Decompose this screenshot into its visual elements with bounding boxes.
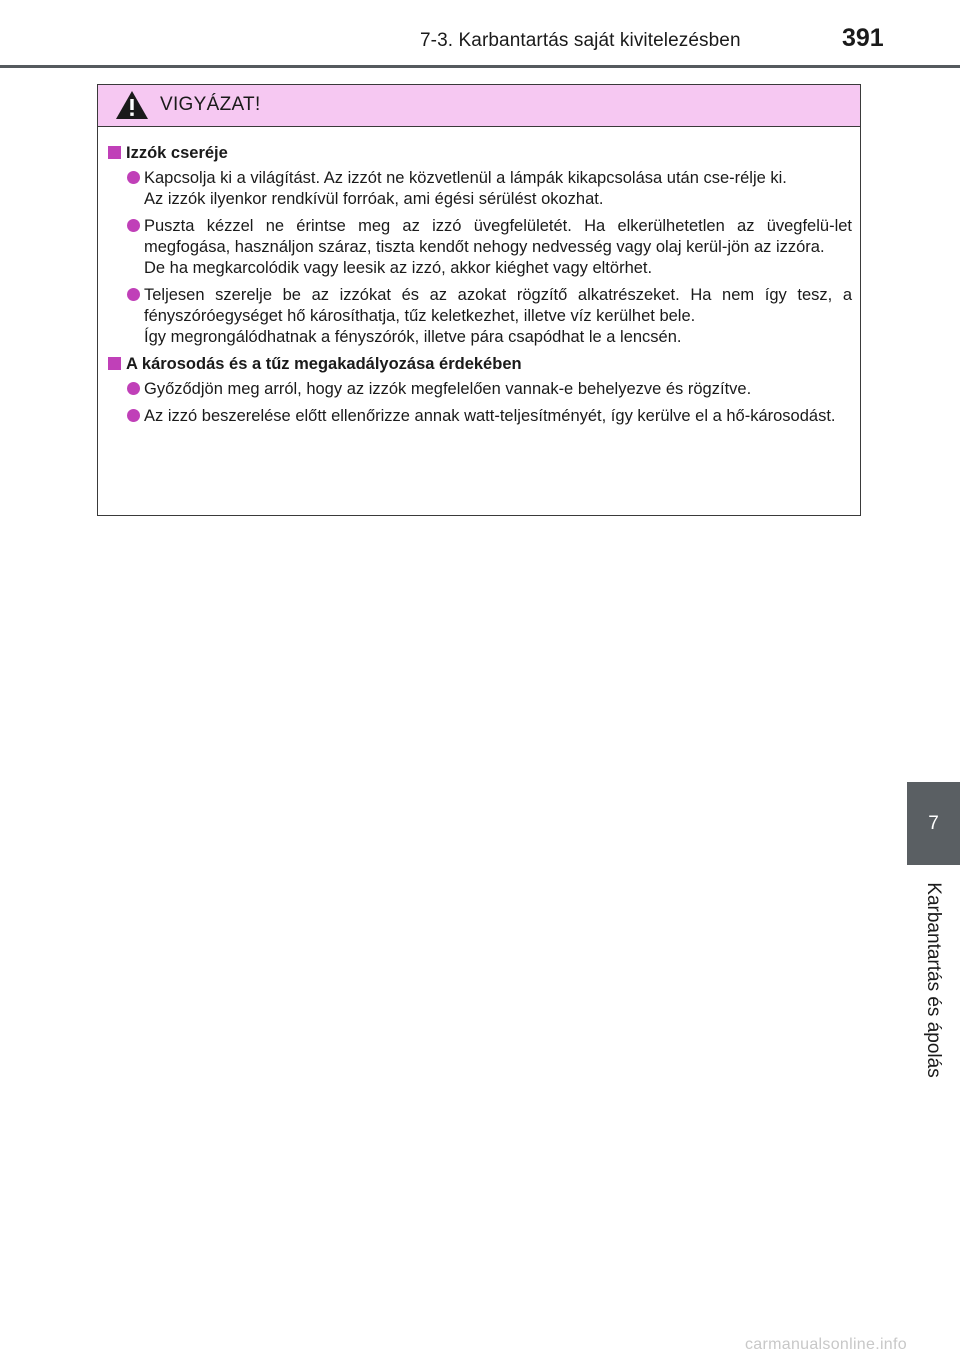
list-item — [106, 168, 852, 210]
list-item-extra: Az izzók ilyenkor rendkívül forróak, ami égési sérülést okozhat. — [144, 190, 604, 208]
section-heading-text: Izzók cseréje — [126, 144, 228, 162]
page-number: 391 — [842, 24, 884, 52]
list-item — [106, 216, 852, 279]
header-title: 7-3. Karbantartás saját kivitelezésben — [420, 30, 741, 51]
caution-body — [98, 127, 860, 427]
chapter-tab[interactable] — [907, 782, 960, 865]
round-bullet-icon — [127, 219, 140, 232]
chapter-number: 7 — [928, 812, 939, 834]
round-bullet-icon — [127, 382, 140, 395]
caution-label: VIGYÁZAT! — [160, 94, 261, 115]
round-bullet-icon — [127, 288, 140, 301]
square-bullet-icon — [108, 146, 121, 159]
header-rule — [0, 65, 960, 68]
list-item-text: Puszta kézzel ne érintse meg az izzó üvegfelületét. Ha elkerülhetetlen az üvegfelü-let megfogása, használjon száraz, tiszta kendőt nehogy nedvesség vagy olaj kerül-jön az izzóra. — [144, 217, 852, 256]
list-item-text: Kapcsolja ki a világítást. Az izzót ne közvetlenül a lámpák kikapcsolása után cse-rélje ki. — [144, 169, 787, 187]
chapter-label: Karbantartás és ápolás — [923, 882, 944, 1078]
list-item-extra: De ha megkarcolódik vagy leesik az izzó, akkor kiéghet vagy eltörhet. — [144, 259, 653, 277]
round-bullet-icon — [127, 171, 140, 184]
section-heading — [106, 143, 852, 164]
list-item-text: Teljesen szerelje be az izzókat és az azokat rögzítő alkatrészeket. Ha nem így tesz, a fényszóróegységet hő károsíthatja, tűz keletkezhet, illetve víz kerülhet bele. — [144, 286, 852, 325]
caution-box — [97, 84, 861, 516]
watermark: carmanualsonline.info — [745, 1336, 907, 1353]
list-item-text: Győződjön meg arról, hogy az izzók megfelelően vannak-e behelyezve és rögzítve. — [144, 380, 752, 398]
list-item — [106, 285, 852, 348]
section-heading-text: A károsodás és a tűz megakadályozása érdekében — [126, 355, 522, 373]
round-bullet-icon — [127, 409, 140, 422]
warning-triangle-icon — [115, 90, 149, 120]
section-heading — [106, 354, 852, 375]
square-bullet-icon — [108, 357, 121, 370]
caution-header — [98, 85, 860, 127]
list-item-text: Az izzó beszerelése előtt ellenőrizze annak watt-teljesítményét, így kerülve el a hő-károsodást. — [144, 407, 836, 425]
list-item — [106, 379, 852, 400]
list-item — [106, 406, 852, 427]
list-item-extra: Így megrongálódhatnak a fényszórók, illetve pára csapódhat le a lencsén. — [144, 328, 682, 346]
